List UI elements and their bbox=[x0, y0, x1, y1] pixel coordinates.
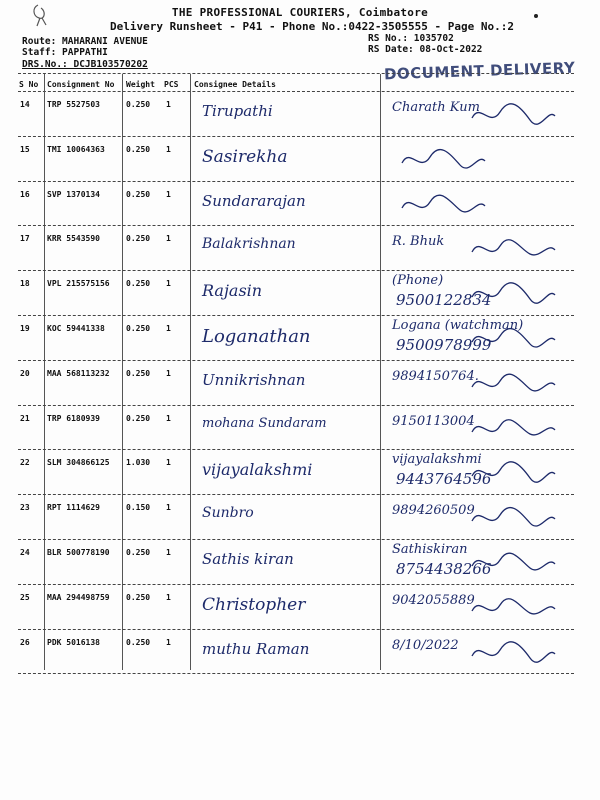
row-separator bbox=[18, 181, 574, 182]
row-sno: 21 bbox=[20, 413, 30, 423]
signature-scribble bbox=[470, 324, 560, 354]
row-weight: 0.250 bbox=[126, 279, 151, 289]
row-sno: 23 bbox=[20, 503, 30, 513]
row-pcs: 1 bbox=[166, 458, 171, 468]
header-rule-top bbox=[18, 73, 574, 74]
row-consignment-no: RPT 1114629 bbox=[47, 503, 100, 513]
row-separator bbox=[18, 539, 574, 540]
signature-scribble bbox=[470, 548, 560, 578]
receipt-note-handwritten: Logana (watchman) bbox=[392, 318, 524, 333]
signature-scribble bbox=[470, 593, 560, 623]
signature-scribble bbox=[400, 145, 490, 175]
receipt-phone-handwritten: 9500122834 bbox=[396, 291, 492, 310]
row-weight: 0.250 bbox=[126, 144, 151, 154]
receipt-note-handwritten: 8/10/2022 bbox=[392, 637, 459, 653]
row-sno: 18 bbox=[20, 279, 30, 289]
signature-scribble bbox=[470, 234, 560, 264]
row-consignment-no: MAA 568113232 bbox=[47, 368, 110, 378]
row-consignment-no: TRP 5527503 bbox=[47, 100, 100, 109]
receipt-note-handwritten: (Phone) bbox=[392, 273, 444, 289]
row-consignment-no: SLM 304866125 bbox=[47, 458, 110, 468]
row-pcs: 1 bbox=[166, 324, 171, 333]
receipt-note-handwritten: R. Bhuk bbox=[392, 234, 445, 250]
col-consignee-header: Consignee Details bbox=[194, 80, 276, 89]
row-consignment-no: VPL 215575156 bbox=[47, 279, 110, 289]
row-separator bbox=[18, 629, 574, 630]
row-separator bbox=[18, 360, 574, 361]
col-divider bbox=[190, 74, 191, 670]
row-pcs: 1 bbox=[166, 503, 171, 513]
consignee-name-handwritten: Tirupathi bbox=[202, 102, 273, 120]
row-consignment-no: KRR 5543590 bbox=[47, 234, 100, 244]
row-consignment-no: TRP 6180939 bbox=[47, 413, 100, 423]
row-pcs: 1 bbox=[166, 100, 171, 109]
row-weight: 0.250 bbox=[126, 548, 151, 557]
consignee-name-handwritten: mohana Sundaram bbox=[202, 415, 327, 431]
row-pcs: 1 bbox=[166, 144, 171, 154]
row-weight: 0.250 bbox=[126, 413, 151, 423]
row-separator bbox=[18, 225, 574, 226]
row-pcs: 1 bbox=[166, 548, 171, 557]
row-consignment-no: SVP 1370134 bbox=[47, 189, 100, 199]
row-pcs: 1 bbox=[166, 368, 171, 378]
header-rule-bottom bbox=[18, 91, 574, 92]
row-weight: 0.150 bbox=[126, 503, 151, 513]
staff-label: Staff: PAPPATHI bbox=[22, 47, 108, 58]
row-weight: 0.250 bbox=[126, 592, 151, 602]
row-separator bbox=[18, 315, 574, 316]
consignee-name-handwritten: Loganathan bbox=[202, 326, 311, 347]
row-sno: 17 bbox=[20, 234, 30, 244]
row-separator bbox=[18, 673, 574, 674]
signature-scribble bbox=[400, 190, 490, 220]
receipt-note-handwritten: vijayalakshmi bbox=[392, 452, 482, 468]
row-weight: 0.250 bbox=[126, 368, 151, 378]
company-title: THE PROFESSIONAL COURIERS, Coimbatore bbox=[171, 6, 429, 19]
consignee-name-handwritten: Sathis kiran bbox=[202, 550, 294, 568]
row-consignment-no: BLR 500778190 bbox=[47, 548, 110, 557]
col-divider bbox=[44, 74, 45, 670]
row-sno: 24 bbox=[20, 548, 30, 557]
col-weight-header: Weight bbox=[126, 80, 155, 89]
receipt-note-handwritten: 9042055889 bbox=[392, 592, 475, 608]
signature-scribble bbox=[470, 100, 560, 130]
row-sno: 20 bbox=[20, 368, 30, 378]
receipt-note-handwritten: 9150113004 bbox=[392, 413, 475, 429]
row-weight: 0.250 bbox=[126, 100, 151, 109]
signature-scribble bbox=[470, 503, 560, 533]
row-sno: 22 bbox=[20, 458, 30, 468]
rs-number: RS No.: 1035702 bbox=[368, 33, 454, 44]
receipt-note-handwritten: 9894260509 bbox=[392, 503, 475, 519]
row-pcs: 1 bbox=[166, 189, 171, 199]
receipt-note-handwritten: Sathiskiran bbox=[392, 542, 468, 557]
col-pcs-header: PCS bbox=[164, 80, 179, 89]
row-consignment-no: PDK 5016138 bbox=[47, 637, 100, 647]
row-pcs: 1 bbox=[166, 592, 171, 602]
receipt-phone-handwritten: 9500978999 bbox=[396, 336, 492, 354]
col-sno-header: S No bbox=[19, 80, 39, 89]
signature-scribble bbox=[470, 369, 560, 399]
row-separator bbox=[18, 270, 574, 271]
signature-scribble bbox=[470, 414, 560, 444]
row-separator bbox=[18, 494, 574, 495]
row-sno: 16 bbox=[20, 189, 30, 199]
consignee-name-handwritten: Unnikrishnan bbox=[202, 370, 306, 389]
row-consignment-no: MAA 294498759 bbox=[47, 592, 110, 602]
signature-scribble bbox=[470, 638, 560, 668]
row-sno: 15 bbox=[20, 144, 30, 154]
route-label: Route: MAHARANI AVENUE bbox=[22, 36, 148, 47]
consignee-name-handwritten: Sunbro bbox=[202, 505, 254, 522]
row-sno: 26 bbox=[20, 637, 30, 647]
row-weight: 0.250 bbox=[126, 637, 151, 647]
rs-date: RS Date: 08-Oct-2022 bbox=[368, 44, 483, 55]
receipt-note-handwritten: Charath Kum bbox=[392, 100, 480, 115]
signature-scribble bbox=[470, 458, 560, 488]
consignee-name-handwritten: Sundararajan bbox=[202, 191, 306, 210]
row-weight: 0.250 bbox=[126, 234, 151, 244]
row-pcs: 1 bbox=[166, 279, 171, 289]
row-consignment-no: TMI 10064363 bbox=[47, 144, 105, 154]
row-pcs: 1 bbox=[166, 234, 171, 244]
row-pcs: 1 bbox=[166, 637, 171, 647]
consignee-name-handwritten: vijayalakshmi bbox=[202, 460, 313, 480]
row-sno: 19 bbox=[20, 324, 30, 333]
drs-number: DRS.No.: DCJB103570202 bbox=[22, 59, 148, 70]
receipt-phone-handwritten: 9443764596 bbox=[396, 470, 492, 489]
row-consignment-no: KOC 59441338 bbox=[47, 324, 105, 333]
runsheet-subtitle: Delivery Runsheet - P41 - Phone No.:0422-3505555 - Page No.:2 bbox=[110, 20, 514, 33]
row-sno: 25 bbox=[20, 592, 30, 602]
row-sno: 14 bbox=[20, 100, 30, 109]
row-weight: 1.030 bbox=[126, 458, 151, 468]
row-separator bbox=[18, 584, 574, 585]
consignee-name-handwritten: Rajasin bbox=[202, 281, 263, 301]
consignee-name-handwritten: Sasirekha bbox=[202, 146, 288, 167]
col-divider bbox=[122, 74, 123, 670]
col-consignment-header: Consignment No bbox=[47, 80, 115, 89]
row-separator bbox=[18, 136, 574, 137]
row-weight: 0.250 bbox=[126, 324, 151, 333]
row-pcs: 1 bbox=[166, 413, 171, 423]
consignee-name-handwritten: Christopher bbox=[202, 594, 306, 615]
row-separator bbox=[18, 449, 574, 450]
col-divider bbox=[380, 74, 381, 670]
signature-scribble bbox=[470, 279, 560, 309]
document-delivery-stamp: DOCUMENT DELIVERY bbox=[383, 58, 576, 84]
consignee-name-handwritten: Balakrishnan bbox=[202, 236, 296, 253]
row-weight: 0.250 bbox=[126, 189, 151, 199]
receipt-note-handwritten: 9894150764. bbox=[392, 368, 479, 384]
receipt-phone-handwritten: 8754438266 bbox=[396, 560, 492, 578]
row-separator bbox=[18, 405, 574, 406]
consignee-name-handwritten: muthu Raman bbox=[202, 639, 310, 658]
